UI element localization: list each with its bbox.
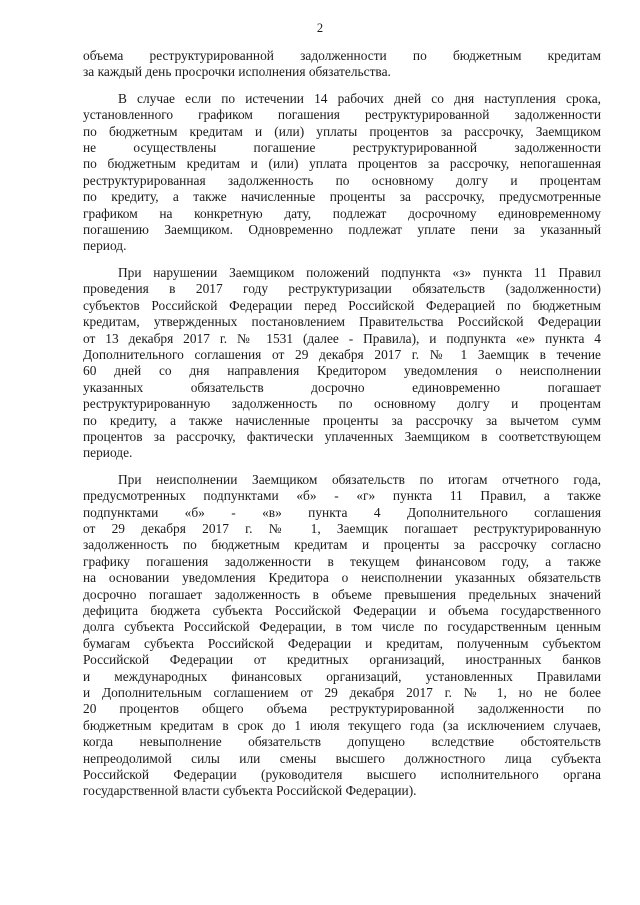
paragraph-line: реструктурированная задолженность по основному долгу и процентам: [83, 172, 601, 188]
paragraph-line: и международных финансовых организаций, установленных Правилами: [83, 668, 601, 684]
paragraph-line: проведения в 2017 году реструктуризации обязательств (задолженности): [83, 281, 601, 297]
paragraph-3: [83, 265, 601, 462]
paragraph-line: Российской Федерации (руководителя высшего исполнительного органа: [83, 767, 601, 783]
page-number: 2: [316, 21, 324, 35]
paragraph-line: реструктурированную задолженность по основному долгу и процентам: [83, 396, 601, 412]
paragraph-line: когда невыполнение обязательств допущено вследствие обстоятельств: [83, 734, 601, 750]
paragraph-line: установленного графиком погашения реструктурированной задолженности: [83, 107, 601, 123]
paragraph-2: [83, 91, 601, 255]
paragraph-line: на основании уведомления Кредитора о неисполнении указанных обязательств: [83, 570, 601, 586]
paragraph-line: графику погашения задолженности в текущем финансовом году, а также: [83, 553, 601, 569]
paragraph-line: непреодолимой силы или смены высшего должностного лица субъекта: [83, 750, 601, 766]
paragraph-line: предусмотренных подпунктами «б» - «г» пункта 11 Правил, а также: [83, 488, 601, 504]
paragraph-line: по бюджетным кредитам и (или) уплата процентов за рассрочку, непогашенная: [83, 156, 601, 172]
paragraph-line: досрочно погашает задолженность в объеме превышения предельных значений: [83, 586, 601, 602]
paragraph-line: за каждый день просрочки исполнения обязательства.: [83, 64, 391, 80]
paragraph-line: объема реструктурированной задолженности по бюджетным кредитам: [83, 48, 601, 63]
paragraph-line: и Дополнительным соглашением от 29 декабря 2017 г. № 1, но не более: [83, 685, 601, 701]
paragraph-line: периоде.: [83, 445, 133, 461]
paragraph-line: по бюджетным кредитам и (или) уплаты процентов за рассрочку, Заемщиком: [83, 123, 601, 139]
paragraph-line: графиком на конкретную дату, подлежат досрочному единовременному: [83, 205, 601, 221]
paragraph-line: В случае если по истечении 14 рабочих дней со дня наступления срока,: [118, 90, 601, 106]
paragraph-line: процентов за рассрочку, фактически уплаченных Заемщиком в соответствующем: [83, 428, 601, 444]
paragraph-1: [83, 48, 601, 81]
paragraph-line: от 29 декабря 2017 г. № 1, Заемщик погашает реструктурированную: [83, 520, 601, 536]
paragraph-4: [83, 472, 601, 800]
paragraph-line: погашению Заемщиком. Одновременно подлежат уплате пени за указанный: [83, 222, 601, 238]
paragraph-line: Дополнительного соглашения от 29 декабря 2017 г. № 1 Заемщик в течение: [83, 346, 601, 362]
paragraph-line: задолженность по бюджетным кредитам и проценты за рассрочку согласно: [83, 537, 601, 553]
paragraph-line: долга субъекта Российской Федерации, в том числе по государственным ценным: [83, 619, 601, 635]
paragraph-line: период.: [83, 238, 127, 254]
paragraph-line: 20 процентов общего объема реструктурированной задолженности по: [83, 701, 601, 717]
paragraph-line: При неисполнении Заемщиком обязательств по итогам отчетного года,: [118, 471, 601, 487]
paragraph-line: дефицита бюджета субъекта Российской Федерации и объема государственного: [83, 603, 601, 618]
paragraph-line: При нарушении Заемщиком положений подпункта «з» пункта 11 Правил: [118, 264, 601, 280]
paragraph-line: государственной власти субъекта Российской Федерации).: [83, 783, 417, 799]
paragraph-line: указанных обязательств досрочно единовременно погашает: [83, 379, 601, 395]
paragraph-line: Российской Федерации от кредитных организаций, иностранных банков: [83, 652, 601, 668]
paragraph-line: бумагам субъекта Российской Федерации и кредитам, полученным субъектом: [83, 635, 601, 651]
paragraph-line: по кредиту, а также начисленные проценты за рассрочку, предусмотренные: [83, 189, 601, 205]
paragraph-line: 60 дней со дня направления Кредитором уведомления о неисполнении: [83, 363, 601, 379]
paragraph-line: подпунктами «б» - «в» пункта 4 Дополнительного соглашения: [83, 504, 601, 520]
paragraph-line: бюджетным кредитам в срок до 1 июля текущего года (за исключением случаев,: [83, 717, 601, 733]
paragraph-line: кредитам, утвержденных постановлением Правительства Российской Федерации: [83, 314, 601, 330]
paragraph-line: не осуществлены погашение реструктурированной задолженности: [83, 140, 601, 156]
paragraph-line: по кредиту, а также начисленные проценты за рассрочку за вычетом сумм: [83, 412, 601, 428]
document-body: [83, 48, 601, 800]
paragraph-line: субъектов Российской Федерации перед Российской Федерацией по бюджетным: [83, 297, 601, 313]
paragraph-line: от 13 декабря 2017 г. № 1531 (далее - Правила), и подпункта «е» пункта 4: [83, 330, 601, 346]
